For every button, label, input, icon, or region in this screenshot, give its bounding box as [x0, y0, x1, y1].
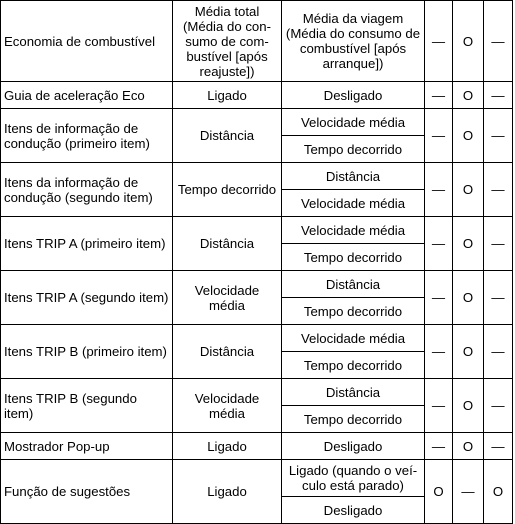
- mark-cell: —: [425, 325, 453, 379]
- table-row: [1, 325, 513, 352]
- mark-cell: O: [425, 460, 453, 524]
- total-value: Distância: [173, 325, 282, 379]
- mark-cell: O: [484, 460, 513, 524]
- table-row: [1, 379, 513, 406]
- mark-cell: —: [425, 271, 453, 325]
- mark-cell: —: [484, 271, 513, 325]
- table-row: [1, 163, 513, 190]
- setting-name: Guia de aceleração Eco: [1, 82, 173, 109]
- trip-value: Tempo decorrido: [282, 406, 425, 433]
- mark-cell: —: [425, 82, 453, 109]
- setting-name: Mostrador Pop-up: [1, 433, 173, 460]
- mark-cell: —: [425, 163, 453, 217]
- mark-cell: —: [484, 1, 513, 82]
- trip-value: Tempo decorrido: [282, 352, 425, 379]
- table-row: [1, 82, 513, 109]
- total-value: Distância: [173, 109, 282, 163]
- total-value: Velocidade média: [173, 379, 282, 433]
- total-value: Ligado: [173, 82, 282, 109]
- mark-cell: O: [453, 271, 484, 325]
- mark-cell: O: [453, 82, 484, 109]
- mark-cell: —: [484, 379, 513, 433]
- table-row: [1, 109, 513, 136]
- trip-value: Distância: [282, 271, 425, 298]
- total-value: Média total (Média do con-sumo de com-bustível [após reajuste]): [173, 1, 282, 82]
- trip-value: Desligado: [282, 433, 425, 460]
- mark-cell: —: [484, 163, 513, 217]
- table-row: [1, 217, 513, 244]
- table-row: [1, 460, 513, 497]
- mark-cell: —: [425, 379, 453, 433]
- mark-cell: —: [484, 217, 513, 271]
- mark-cell: O: [453, 379, 484, 433]
- setting-name: Itens TRIP B (segundo item): [1, 379, 173, 433]
- mark-cell: O: [453, 109, 484, 163]
- mark-cell: —: [425, 433, 453, 460]
- mark-cell: —: [425, 217, 453, 271]
- mark-cell: —: [425, 109, 453, 163]
- trip-value: Tempo decorrido: [282, 298, 425, 325]
- total-value: Distância: [173, 217, 282, 271]
- trip-value: Distância: [282, 379, 425, 406]
- table-row: [1, 271, 513, 298]
- trip-value: Velocidade média: [282, 217, 425, 244]
- mark-cell: O: [453, 433, 484, 460]
- trip-value: Desligado: [282, 82, 425, 109]
- setting-name: Itens de informação de condução (primeiro item): [1, 109, 173, 163]
- total-value: Ligado: [173, 433, 282, 460]
- mark-cell: —: [453, 460, 484, 524]
- trip-value: Velocidade média: [282, 109, 425, 136]
- setting-name: Função de sugestões: [1, 460, 173, 524]
- setting-name: Itens da informação de condução (segundo item): [1, 163, 173, 217]
- mark-cell: —: [425, 1, 453, 82]
- table-row: [1, 1, 513, 82]
- trip-value: Desligado: [282, 497, 425, 524]
- total-value: Ligado: [173, 460, 282, 524]
- mark-cell: —: [484, 82, 513, 109]
- trip-value: Média da viagem (Média do consumo de combustível [após arranque]): [282, 1, 425, 82]
- trip-value: Tempo decorrido: [282, 136, 425, 163]
- setting-name: Itens TRIP A (primeiro item): [1, 217, 173, 271]
- mark-cell: —: [484, 433, 513, 460]
- trip-value: Velocidade média: [282, 325, 425, 352]
- trip-value: Ligado (quando o veí-culo está parado): [282, 460, 425, 497]
- mark-cell: O: [453, 163, 484, 217]
- setting-name: Itens TRIP A (segundo item): [1, 271, 173, 325]
- mark-cell: O: [453, 325, 484, 379]
- trip-value: Velocidade média: [282, 190, 425, 217]
- trip-value: Tempo decorrido: [282, 244, 425, 271]
- total-value: Tempo decorrido: [173, 163, 282, 217]
- mark-cell: O: [453, 217, 484, 271]
- mark-cell: O: [453, 1, 484, 82]
- total-value: Velocidade média: [173, 271, 282, 325]
- setting-name: Itens TRIP B (primeiro item): [1, 325, 173, 379]
- trip-value: Distância: [282, 163, 425, 190]
- mark-cell: —: [484, 325, 513, 379]
- setting-name: Economia de combustível: [1, 1, 173, 82]
- table-row: [1, 433, 513, 460]
- mark-cell: —: [484, 109, 513, 163]
